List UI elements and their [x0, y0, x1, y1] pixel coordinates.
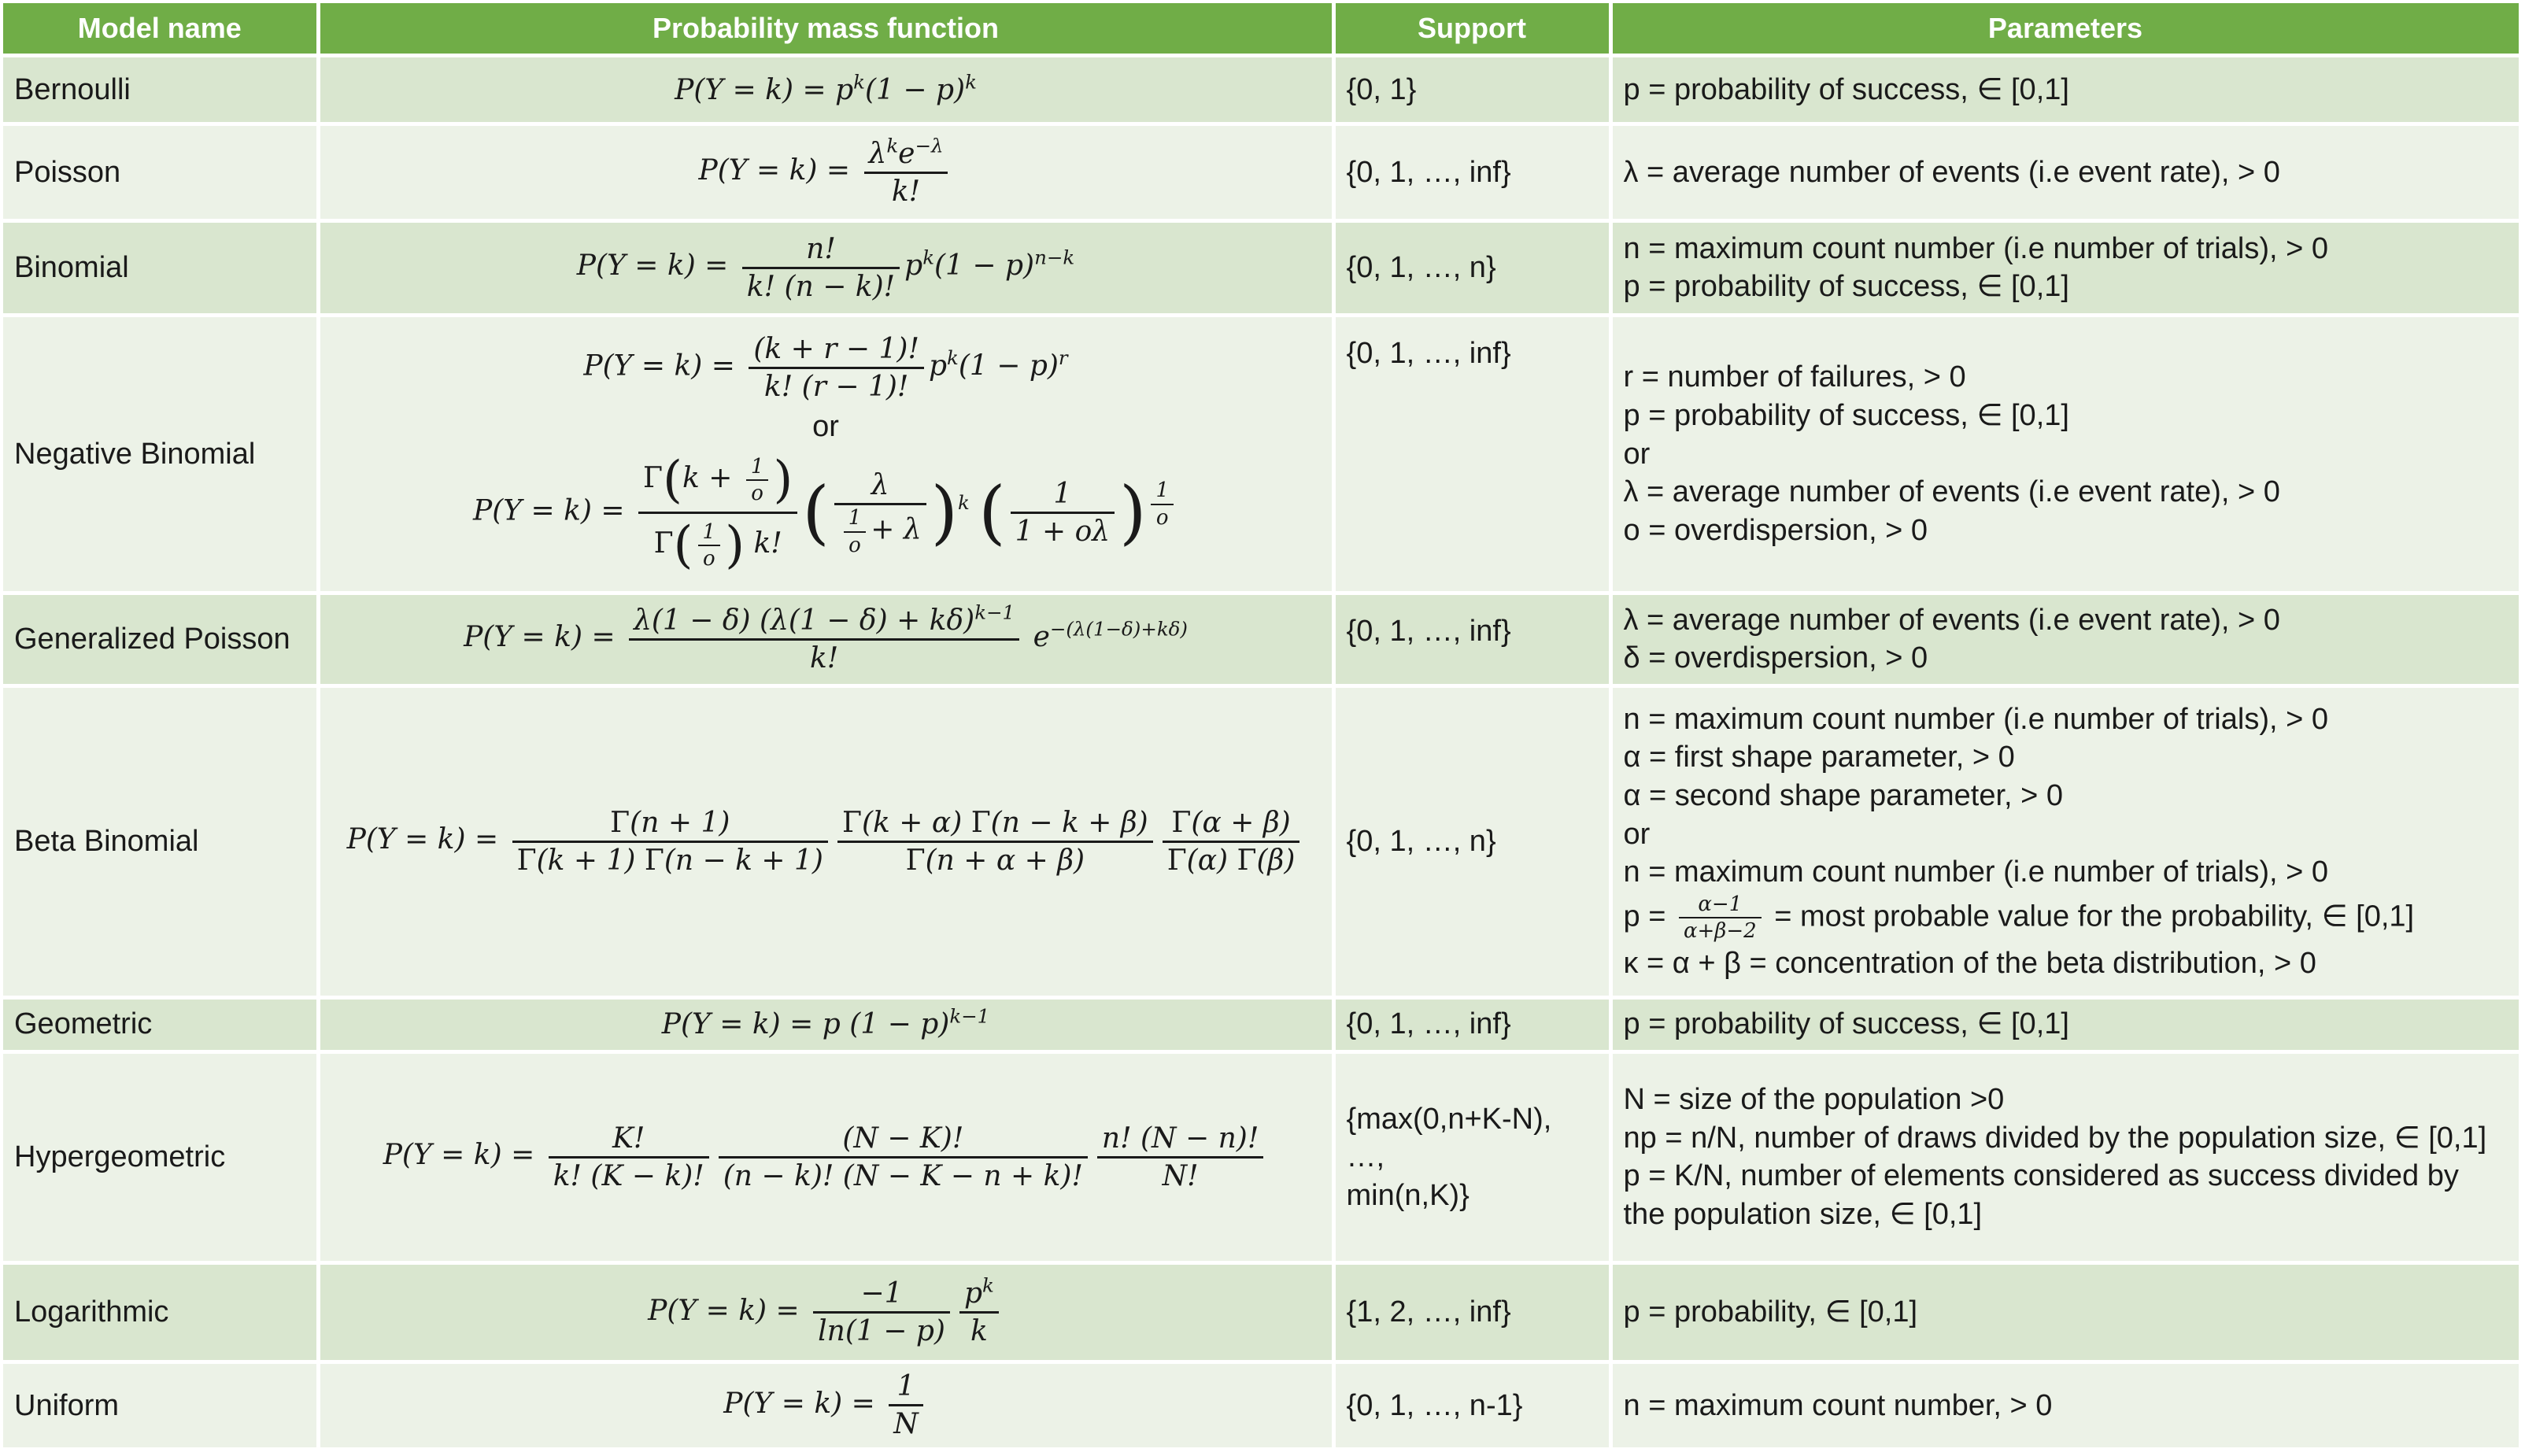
or-label: or [812, 409, 839, 443]
support-value: {0, 1, …, inf} [1333, 593, 1610, 686]
support-value: {0, 1} [1333, 56, 1610, 124]
model-name: Logarithmic [3, 1263, 318, 1362]
pmf-formula: P(Y = k) = $\frac{K!}{k! (K - k)!}$ $\frac{(N - K)!}{(n - k)! (N - K - n + k)!}$ $\frac{n! (N - n)!}{N!}$ [318, 1051, 1333, 1263]
model-name: Hypergeometric [3, 1051, 318, 1263]
parameter-line [1624, 892, 2508, 944]
parameter-line: δ = overdispersion, > 0 [1623, 641, 1928, 675]
table-row [3, 221, 2520, 315]
table-row [3, 593, 2520, 686]
parameter-line: λ = average number of events (i.e event rate), > 0 [1623, 475, 2280, 509]
support-line: min(n,K)} [1346, 1178, 1470, 1212]
parameter-line: p = probability of success, ∈ [0,1] [1623, 72, 2069, 106]
pmf-formula: P(Y = k) = $\frac{\lambda(1 - \delta) (\lambda(1 - \delta) + k\delta)^{k-1}}{k!}$ $e^{-(\lambda(1-\delta)+k\delta)}$ [318, 593, 1333, 686]
table-row [3, 1362, 2520, 1449]
table-row [3, 1051, 2520, 1263]
parameter-line: n = maximum count number (i.e number of trials), > 0 [1623, 855, 2328, 889]
table-row [3, 1263, 2520, 1362]
model-name: Beta Binomial [3, 686, 318, 997]
parameter-line: κ = α + β = concentration of the beta distribution, > 0 [1623, 946, 2316, 980]
support-line: {max(0,n+K-N), …, [1346, 1102, 1552, 1174]
pmf-formula: $P(Y = k) = p^k(1 - p)^k$ [318, 56, 1333, 124]
parameters-cell [1610, 593, 2520, 686]
model-name: Geometric [3, 997, 318, 1051]
header-support: Support [1333, 3, 1610, 56]
model-name: Negative Binomial [3, 315, 318, 593]
parameter-line: or [1623, 437, 1651, 471]
parameter-line: n = maximum count number (i.e number of trials), > 0 [1623, 231, 2328, 265]
table-row [3, 315, 2520, 593]
parameter-line: np = n/N, number of draws divided by the population size, ∈ [0,1] [1623, 1121, 2487, 1155]
pmf-formula: P(Y = k) = $\frac{n!}{k! (n - k)!}$ $p^k(1 - p)^{n-k}$ [318, 221, 1333, 315]
pmf-formula: P(Y = k) = $\frac{-1}{\ln(1 - p)}$ $\frac{p^k}{k}$ [318, 1263, 1333, 1362]
parameters-cell [1610, 1263, 2520, 1362]
parameters-cell [1610, 124, 2520, 220]
pmf-formula: P(Y = k) = $\frac{(k + r - 1)!}{k! (r - 1)!}$ $p^k(1 - p)^r$ or P(Y = k) = Γ(k + $\frac{1}{o}$ ) Γ( $\frac{1}{o}$ ) k! ( λ $\frac{1}{o}$ + λ )$^k$ ( $\frac{1}{1 + o\lambda}$ ) $^{\frac{1}{o}}$ [318, 315, 1333, 593]
parameter-line: α = second shape parameter, > 0 [1623, 779, 2064, 813]
table-row [3, 124, 2520, 220]
support-value: {1, 2, …, inf} [1333, 1263, 1610, 1362]
table-row [3, 997, 2520, 1051]
parameter-line: p = probability of success, ∈ [0,1] [1623, 270, 2069, 304]
support-value: {0, 1, …, n} [1333, 221, 1610, 315]
parameters-cell [1610, 1051, 2520, 1263]
support-value [1333, 1051, 1610, 1263]
parameter-line: o = overdispersion, > 0 [1623, 513, 1928, 547]
distribution-table [3, 3, 2523, 1451]
parameters-cell [1610, 1362, 2520, 1449]
param-p-numerator: α−1 [1679, 892, 1762, 919]
model-name: Bernoulli [3, 56, 318, 124]
pmf-formula: P(Y = k) = $\frac{1}{N}$ [318, 1362, 1333, 1449]
parameter-line: p = probability of success, ∈ [0,1] [1623, 1007, 2069, 1041]
support-value: {0, 1, …, inf} [1333, 997, 1610, 1051]
support-value: {0, 1, …, inf} [1333, 315, 1610, 593]
support-value: {0, 1, …, n} [1333, 686, 1610, 997]
parameter-line: n = maximum count number (i.e number of trials), > 0 [1623, 702, 2328, 736]
pmf-formula: P(Y = k) = $\frac{\Gamma(n + 1)}{\Gamma(k + 1) \Gamma(n - k + 1)}$ $\frac{\Gamma(k + \alpha) \Gamma(n - k + \beta)}{\Gamma(n + \alpha + \beta)}$ $\frac{\Gamma(\alpha + \beta)}{\Gamma(\alpha) \Gamma(\beta)}$ [318, 686, 1333, 997]
header-model-name: Model name [3, 3, 318, 56]
support-value: {0, 1, …, inf} [1333, 124, 1610, 220]
parameter-line: p = probability of success, ∈ [0,1] [1623, 398, 2069, 432]
parameters-cell [1610, 315, 2520, 593]
table-row [3, 686, 2520, 997]
pmf-formula: P(Y = k) = p $(1 - p)^{k-1}$ [318, 997, 1333, 1051]
model-name: Binomial [3, 221, 318, 315]
support-value: {0, 1, …, n-1} [1333, 1362, 1610, 1449]
parameter-line: N = size of the population >0 [1623, 1083, 2005, 1117]
pmf-formula: P(Y = k) = $\frac{\lambda^ke^{-\lambda}}{k!}$ [318, 124, 1333, 220]
table-row [3, 56, 2520, 124]
parameter-line: λ = average number of events (i.e event rate), > 0 [1623, 155, 2280, 189]
parameters-cell [1610, 221, 2520, 315]
parameter-line: n = maximum count number, > 0 [1623, 1388, 2053, 1422]
model-name: Generalized Poisson [3, 593, 318, 686]
parameter-line: or [1623, 817, 1651, 851]
header-row [3, 3, 2520, 56]
parameter-line: p = K/N, number of elements considered as success divided by the population size, ∈ [0,1] [1623, 1159, 2459, 1232]
header-parameters: Parameters [1610, 3, 2520, 56]
param-p-fraction [1679, 892, 1762, 944]
parameter-line: p = probability, ∈ [0,1] [1623, 1295, 1918, 1329]
model-name: Poisson [3, 124, 318, 220]
parameter-line: λ = average number of events (i.e event rate), > 0 [1623, 603, 2280, 637]
param-p-suffix: = most probable value for the probability, ∈ [0,1] [1765, 900, 2415, 933]
header-pmf: Probability mass function [318, 3, 1333, 56]
parameters-cell [1610, 686, 2520, 997]
parameters-cell [1610, 56, 2520, 124]
param-p-denominator: α+β−2 [1683, 919, 1757, 944]
param-p-prefix: p = [1623, 900, 1674, 933]
parameters-cell [1610, 997, 2520, 1051]
model-name: Uniform [3, 1362, 318, 1449]
parameter-line: r = number of failures, > 0 [1623, 360, 1966, 394]
parameter-line: α = first shape parameter, > 0 [1623, 741, 2015, 774]
